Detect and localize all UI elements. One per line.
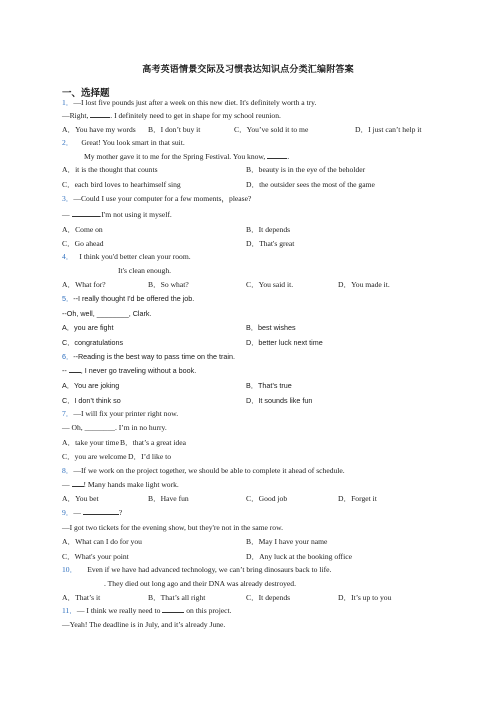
answer-blank (72, 210, 100, 217)
question-number: 1． (62, 98, 74, 107)
question-10: 10． Even if we have had advanced technology, we can’t bring dinosaurs back to life. (62, 565, 332, 574)
option-b[interactable]: B．That’s true (246, 381, 292, 390)
question-1 (62, 98, 316, 107)
option-c[interactable]: C．It depends (246, 593, 291, 602)
option-a[interactable]: A．What for? (62, 280, 106, 289)
option-d[interactable]: D．better luck next time (246, 338, 323, 347)
option-d[interactable]: D．I just can’t help it (355, 125, 422, 134)
option-b[interactable]: B．So what? (148, 280, 189, 289)
question-stem: —I lost five pounds just after a week on this new diet. It's definitely worth a try. (73, 98, 317, 107)
option-b[interactable]: B．best wishes (246, 323, 296, 332)
question-1-reply: —Right, . I definitely need to get in shape for my school reunion. (62, 111, 281, 120)
option-d[interactable]: D．That's great (246, 239, 295, 248)
question-9: 9．— ? (62, 508, 123, 517)
question-2-reply: My mother gave it to me for the Spring Festival. You know, . (84, 152, 290, 161)
option-b[interactable]: B．beauty is in the eye of the beholder (246, 165, 366, 174)
answer-blank (90, 111, 110, 118)
question-5-reply: --Oh, well, ________, Clark. (62, 309, 152, 318)
option-c[interactable]: C．You’ve sold it to me (234, 125, 309, 134)
option-b[interactable]: B．Have fun (148, 494, 189, 503)
answer-blank (72, 480, 84, 487)
option-a[interactable]: A．Come on (62, 225, 103, 234)
question-4-reply: It's clean enough. (118, 266, 172, 275)
question-11: 11．— I think we really need to on this project. (62, 606, 232, 615)
option-a[interactable]: A．You are joking (62, 381, 120, 390)
question-9-reply: —I got two tickets for the evening show, but they're not in the same row. (62, 523, 283, 532)
answer-blank (267, 152, 287, 159)
option-c[interactable]: C．Good job (246, 494, 288, 503)
question-6-reply: -- , I never go traveling without a book. (62, 366, 197, 375)
option-b[interactable]: B．That’s all right (148, 593, 206, 602)
option-a[interactable]: A．You bet (62, 494, 99, 503)
answer-blank (162, 606, 184, 613)
question-11-reply: —Yeah! The deadline is in July, and it’s already June. (62, 620, 226, 629)
option-a[interactable]: A．you are fight (62, 323, 114, 332)
option-b[interactable]: B．that’s a great idea (120, 438, 186, 447)
option-d[interactable]: D．I’d like to (128, 452, 172, 461)
question-3-reply: — .I'm not using it myself. (62, 210, 172, 219)
option-b[interactable]: B．I don’t buy it (148, 125, 201, 134)
option-d[interactable]: D．You made it. (338, 280, 390, 289)
option-a[interactable]: A．take your time (62, 438, 119, 447)
option-c[interactable]: C．congratulations (62, 338, 124, 347)
answer-blank (83, 508, 119, 515)
option-c[interactable]: C．Go ahead (62, 239, 104, 248)
option-a[interactable]: A．You have my words (62, 125, 136, 134)
section-heading: 一、选择题 (62, 89, 110, 99)
option-c[interactable]: C．you are welcome (62, 452, 127, 461)
option-c[interactable]: C．I don’t think so (62, 396, 121, 405)
option-d[interactable]: D．Any luck at the booking office (246, 552, 352, 561)
answer-blank (69, 366, 81, 373)
option-a[interactable]: A．What can I do for you (62, 537, 142, 546)
option-d[interactable]: D．It’s up to you (338, 593, 392, 602)
question-2: 2． Great! You look smart in that suit. (62, 138, 185, 147)
question-7: 7．—I will fix your printer right now. (62, 409, 179, 418)
page-title: 高考英语情景交际及习惯表达知识点分类汇编附答案 (142, 64, 354, 74)
question-4: 4． I think you'd better clean your room. (62, 252, 191, 261)
option-d[interactable]: D．the outsider sees the most of the game (246, 180, 375, 189)
option-c[interactable]: C．What's your point (62, 552, 129, 561)
question-10-reply: . They died out long ago and their DNA was already destroyed. (104, 579, 296, 588)
option-c[interactable]: C．each bird loves to hearhimself sing (62, 180, 181, 189)
option-d[interactable]: D．Forget it (338, 494, 377, 503)
question-3: 3．—Could I use your computer for a few moments，please? (62, 194, 252, 203)
option-b[interactable]: B．It depends (246, 225, 291, 234)
option-b[interactable]: B．May I have your name (246, 537, 328, 546)
question-6: 6．--Reading is the best way to pass time on the train. (62, 352, 235, 361)
question-7-reply: — Oh, ________. I’m in no hurry. (62, 423, 167, 432)
option-c[interactable]: C．You said it. (246, 280, 294, 289)
question-8: 8．—If we work on the project together, we should be able to complete it ahead of schedule. (62, 466, 345, 475)
question-5: 5．--I really thought I'd be offered the job. (62, 294, 195, 303)
option-d[interactable]: D．It sounds like fun (246, 396, 313, 405)
option-a[interactable]: A．it is the thought that counts (62, 165, 158, 174)
question-8-reply: — ! Many hands make light work. (62, 480, 179, 489)
option-a[interactable]: A．That’s it (62, 593, 101, 602)
